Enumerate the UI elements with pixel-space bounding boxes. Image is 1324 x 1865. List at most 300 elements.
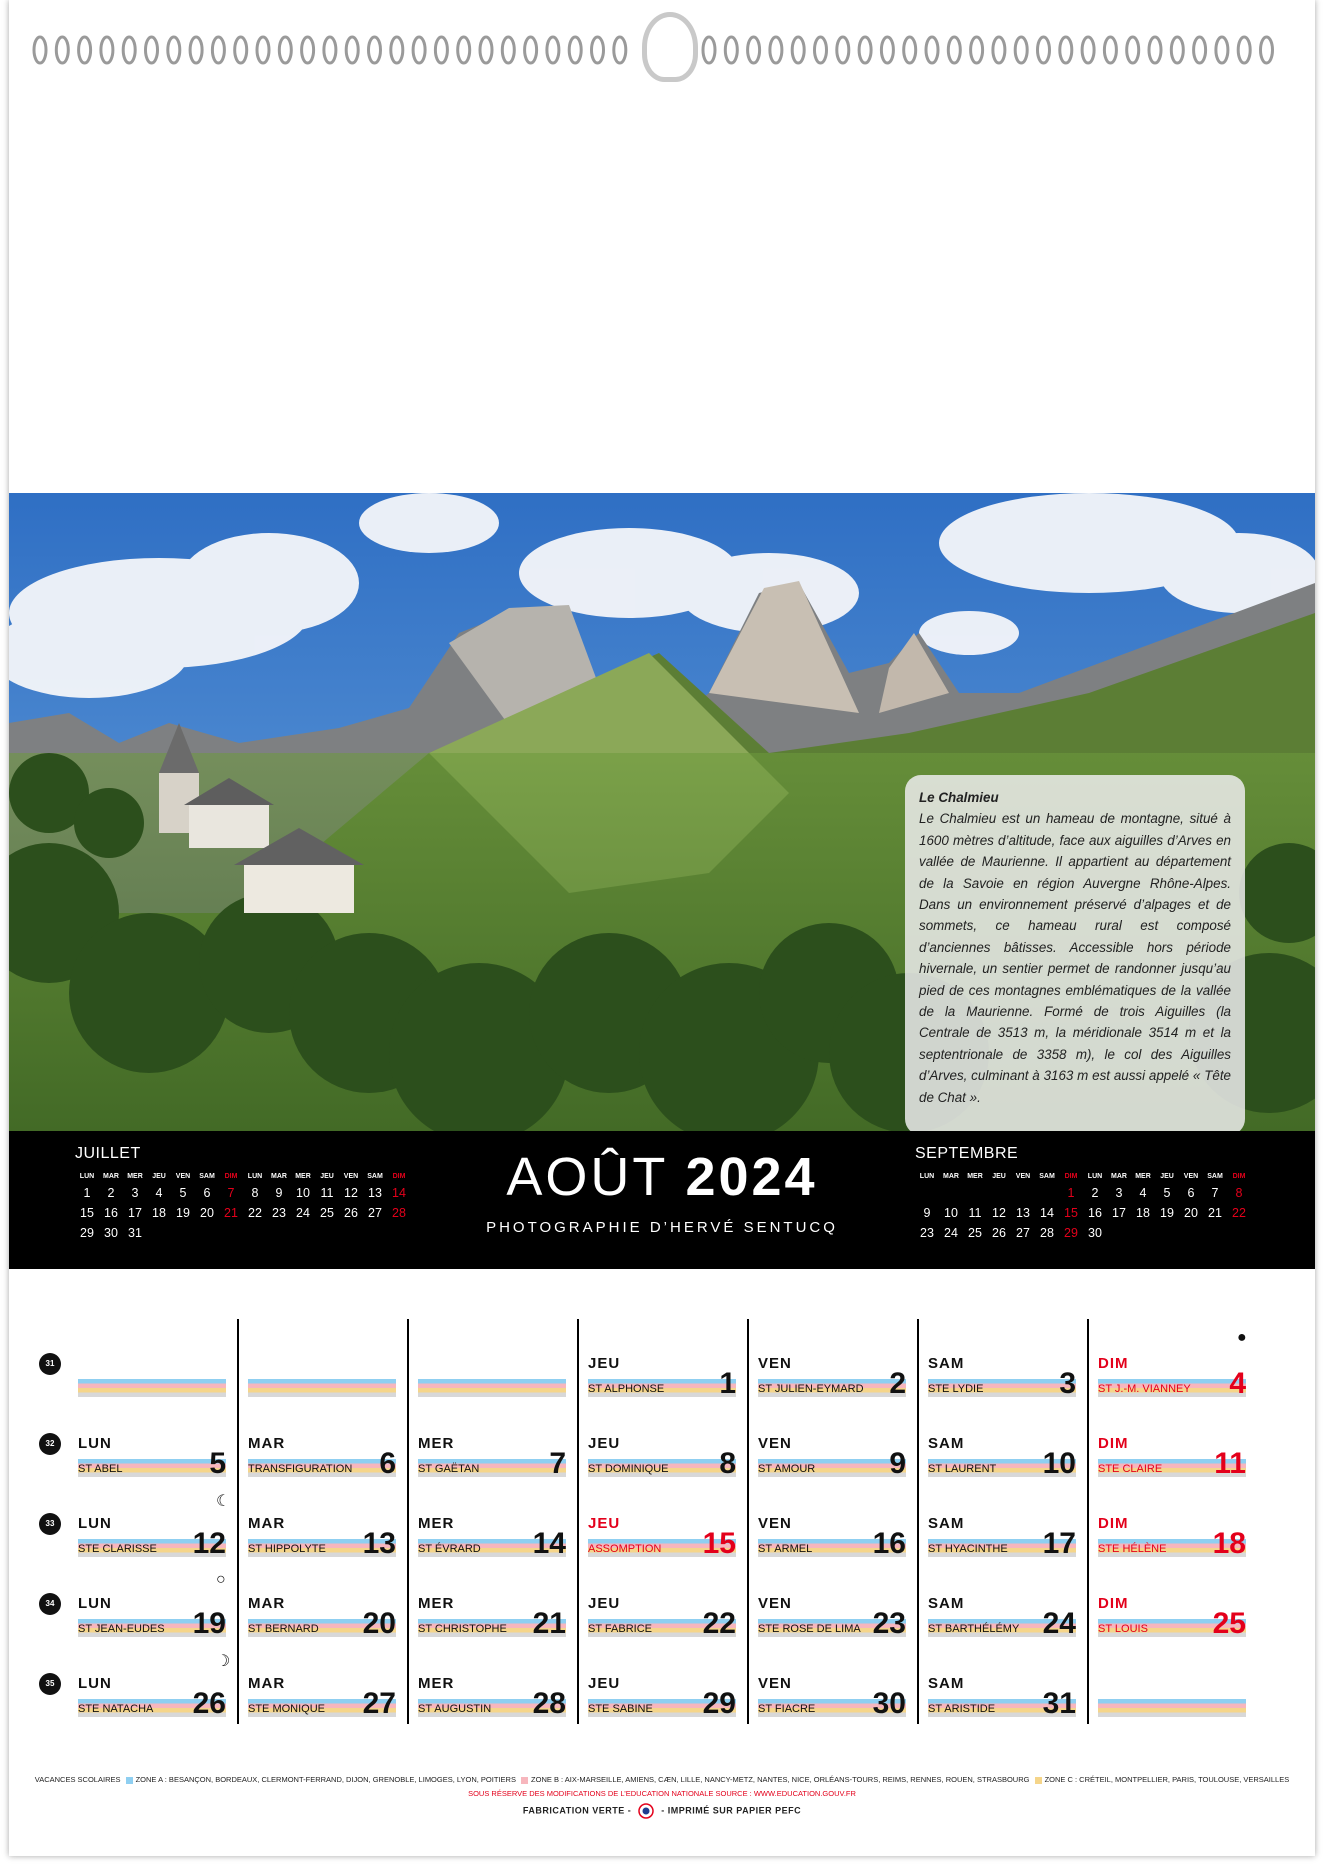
mini-day-number: 8 [1235,1186,1243,1200]
mini-day-number [987,1183,1011,1203]
day-cell [758,1673,906,1720]
weekday-name: LUN [78,1435,112,1452]
empty-day-cell [78,1353,226,1397]
spiral-ring [413,37,425,63]
spiral-ring [79,37,91,63]
mini-day-number: 13 [368,1186,382,1200]
day-cell [928,1673,1076,1720]
day-cell [588,1673,736,1720]
saint-name: STE HÉLÈNE [1098,1543,1167,1555]
next-month-name: SEPTEMBRE [915,1145,1019,1162]
spiral-ring [703,37,715,63]
day-number: 28 [532,1687,566,1720]
mini-day-number [1203,1223,1227,1243]
mini-weekday-label: VEN [1015,1172,1031,1180]
mini-day-number: 20 [1184,1206,1198,1220]
mini-day-number: 22 [248,1206,262,1220]
mini-day-number: 30 [1088,1226,1102,1240]
saint-name: ST JULIEN-EYMARD [758,1383,864,1395]
day-number: 10 [1042,1447,1076,1480]
mini-day-number: 6 [1187,1186,1195,1200]
photographer-credit: PHOTOGRAPHIE D’HERVÉ SENTUCQ [486,1219,838,1236]
day-cell [1098,1513,1246,1560]
spiral-ring [547,37,559,63]
day-number: 23 [872,1607,906,1640]
spiral-ring [815,37,827,63]
spiral-ring [1171,37,1183,63]
spiral-ring [926,37,938,63]
school-holiday-stripe [1098,1699,1246,1717]
day-number: 14 [532,1527,566,1560]
day-number: 21 [532,1607,566,1640]
mini-day-number: 20 [200,1206,214,1220]
week-number-badge: 33 [39,1513,61,1535]
weekday-name: JEU [588,1435,621,1452]
mini-day-number: 30 [104,1226,118,1240]
week-number-badge: 31 [39,1353,61,1375]
saint-name: ST LAURENT [928,1463,997,1475]
saint-name: TRANSFIGURATION [248,1463,353,1475]
school-holiday-stripe [418,1379,566,1397]
zone-a-swatch [126,1777,133,1784]
spiral-ring [324,37,336,63]
empty-day-cell [418,1353,566,1397]
mini-day-number: 12 [992,1206,1006,1220]
saint-name: ST JEAN-EUDES [78,1623,165,1635]
school-holidays-row [0,1775,1324,1784]
mini-day-number: 2 [107,1186,115,1200]
spiral-ring [725,37,737,63]
mini-day-number: 15 [1064,1206,1078,1220]
mini-weekday-label: VEN [1183,1172,1199,1180]
month-grid [9,1269,1315,1720]
weekday-name: SAM [928,1675,965,1692]
weekday-name: MER [418,1435,455,1452]
footer [0,1775,1324,1824]
saint-name: STE LYDIE [928,1383,984,1395]
mini-day-number: 4 [1139,1186,1147,1200]
next-month-calendar [915,1145,1251,1243]
mini-weekday-label: LUN [247,1172,263,1180]
mini-day-number: 3 [131,1186,139,1200]
mini-day-number: 18 [1136,1206,1150,1220]
mini-weekday-label: SAM [1207,1172,1223,1180]
mini-day-number: 13 [1016,1206,1030,1220]
saint-name: ST ALPHONSE [588,1383,665,1395]
spiral-ring [1015,37,1027,63]
school-holiday-stripe [78,1379,226,1397]
mini-weekday-label: MER [127,1172,143,1180]
mini-weekday-label: MAR [943,1172,959,1180]
mini-day-number [963,1183,987,1203]
spiral-ring [859,37,871,63]
mini-weekday-label: SAM [1039,1172,1055,1180]
day-number: 15 [702,1527,736,1560]
zone-c-text: ZONE C : CRÉTEIL, MONTPELLIER, PARIS, TOULOUSE, VERSAILLES [1044,1775,1290,1784]
weekday-name: SAM [928,1595,965,1612]
mini-day-number: 10 [944,1206,958,1220]
mini-day-number: 9 [923,1206,931,1220]
spiral-ring [792,37,804,63]
saint-name: ST AUGUSTIN [418,1703,492,1715]
spiral-ring [1060,37,1072,63]
empty-day-cell [1098,1673,1246,1717]
mini-day-number: 25 [968,1226,982,1240]
mini-day-number: 23 [272,1206,286,1220]
saint-name: STE CLAIRE [1098,1463,1163,1475]
mini-weekday-label: LUN [919,1172,935,1180]
day-number: 13 [362,1527,396,1560]
week-number-badge: 32 [39,1433,61,1455]
mini-day-number: 6 [203,1186,211,1200]
photo-caption [905,775,1245,1135]
weekday-name: JEU [588,1675,621,1692]
weekday-name: VEN [758,1515,792,1532]
mini-day-number: 10 [296,1186,310,1200]
mini-day-number: 29 [80,1226,94,1240]
mini-day-number: 26 [344,1206,358,1220]
mini-weekday-label: JEU [992,1172,1006,1180]
mini-day-number: 11 [320,1186,334,1200]
day-cell [78,1593,226,1640]
prev-month-name: JUILLET [75,1145,141,1162]
school-holiday-stripe [248,1379,396,1397]
fabrication-text: FABRICATION VERTE - [522,1805,632,1816]
weekday-name: MAR [248,1595,286,1612]
mini-day-number: 16 [1088,1206,1102,1220]
day-number: 5 [209,1447,226,1480]
mini-day-number: 5 [1163,1186,1171,1200]
moon-phase-icon: ○ [216,1571,226,1588]
mini-day-number: 21 [1208,1206,1222,1220]
day-number: 26 [192,1687,226,1720]
spiral-ring [592,37,604,63]
mini-day-number: 3 [1115,1186,1123,1200]
weekday-name: SAM [928,1515,965,1532]
spiral-ring [881,37,893,63]
spiral-ring [369,37,381,63]
spiral-ring [302,37,314,63]
mini-weekday-label: VEN [343,1172,359,1180]
weekday-name: LUN [78,1595,112,1612]
mini-day-number: 28 [392,1206,406,1220]
saint-name: STE NATACHA [78,1703,154,1715]
day-number: 16 [872,1527,906,1560]
weekday-name: SAM [928,1355,965,1372]
day-number: 11 [1214,1447,1246,1480]
mini-day-number: 21 [224,1206,238,1220]
moon-phase-icon: ☾ [216,1493,231,1510]
mini-weekday-label: JEU [152,1172,166,1180]
spiral-ring [993,37,1005,63]
saint-name: ST BARTHÉLÉMY [928,1623,1020,1635]
day-number: 29 [702,1687,736,1720]
day-number: 4 [1229,1367,1246,1400]
mini-day-number: 1 [1067,1186,1075,1200]
saint-name: ST AMOUR [758,1463,816,1475]
mini-day-number [1011,1183,1035,1203]
zone-b-text: ZONE B : AIX-MARSEILLE, AMIENS, CÆN, LILLE, NANCY-METZ, NANTES, NICE, ORLÉANS-TOURS, REIMS, RENNES, ROUEN, STRASBOURG [531,1775,1030,1784]
day-number: 30 [872,1687,906,1720]
week-number-badge: 35 [39,1673,61,1695]
day-cell [248,1673,396,1720]
month-header-band [9,1131,1315,1269]
day-cell [928,1513,1076,1560]
mini-day-number [1035,1183,1059,1203]
day-cell [248,1513,396,1560]
mini-weekday-label: MER [295,1172,311,1180]
spiral-ring [904,37,916,63]
day-cell [758,1433,906,1480]
mini-day-number: 17 [128,1206,142,1220]
weekday-name: MAR [248,1515,286,1532]
mini-day-number: 1 [83,1186,91,1200]
day-number: 18 [1212,1527,1246,1560]
moon-phase-icon: ☽ [216,1653,231,1670]
mini-weekday-label: SAM [199,1172,215,1180]
mini-weekday-label: JEU [1160,1172,1174,1180]
spiral-ring [1149,37,1161,63]
spiral-ring [948,37,960,63]
spiral-ring [770,37,782,63]
mini-weekday-label: VEN [175,1172,191,1180]
zone-c-swatch [1035,1777,1042,1784]
fabrique-en-france-logo-icon [638,1803,654,1819]
day-cell [78,1433,226,1480]
spiral-ring [34,37,46,63]
spiral-ring [391,37,403,63]
mini-weekday-label: MER [967,1172,983,1180]
caption-text: Le Chalmieu est un hameau de montagne, situé à 1600 mètres d’altitude, face aux aiguilles d’Arves en vallée de Maurienne. Il appartient au département de la Savoie en région Auvergne Rhône-Alpes. Dans un environnement préservé d’alpages et de sommets, ce hameau rural est composé d’anciennes bâtisses. Accessible hors période hivernale, un sentier permet de randonner jusqu’au pied de ces montagnes emblématiques de la vallée de la Maurienne. Formé de trois Aiguilles (la Centrale de 3513 m, la méridionale 3514 m et la septentrionale de 3358 m), le col des Aiguilles d’Arves, culminant à 3163 m est aussi appelé « Tête de Chat ». [919,811,1231,1105]
day-cell [928,1433,1076,1480]
day-cell [758,1513,906,1560]
saint-name: ST BERNARD [248,1623,319,1635]
mini-day-number: 14 [392,1186,406,1200]
mini-day-number: 29 [1064,1226,1078,1240]
hanger-hook [642,12,698,82]
mini-weekday-label: DIM [1232,1172,1246,1180]
weekday-name: MAR [248,1435,286,1452]
spiral-ring [1238,37,1250,63]
mini-day-number: 15 [80,1206,94,1220]
mini-weekday-label: LUN [1087,1172,1103,1180]
weekday-name: DIM [1098,1515,1129,1532]
mini-weekday-label: DIM [224,1172,238,1180]
spiral-ring [614,37,626,63]
mini-day-number: 24 [296,1206,310,1220]
day-cell [1098,1593,1246,1640]
caption-title: Le Chalmieu [919,790,999,805]
spiral-ring [168,37,180,63]
saint-name: STE CLARISSE [78,1543,157,1555]
column-divider [237,1319,239,1724]
spiral-ring [279,37,291,63]
day-number: 2 [889,1367,906,1400]
mini-day-number [1107,1223,1131,1243]
day-cell [248,1433,396,1480]
month-year: 2024 [685,1147,818,1207]
day-cell [758,1353,906,1400]
imprime-text: - IMPRIMÉ SUR PAPIER PEFC [661,1805,802,1816]
day-number: 9 [889,1447,906,1480]
day-cell [418,1433,566,1480]
saint-name: STE SABINE [588,1703,653,1715]
saint-name: ST ABEL [78,1463,123,1475]
mini-day-number [1155,1223,1179,1243]
day-cell [928,1353,1076,1400]
spiral-ring [1082,37,1094,63]
day-cell [418,1513,566,1560]
day-cell [418,1673,566,1720]
spiral-ring [190,37,202,63]
spiral-ring [235,37,247,63]
mini-day-number: 25 [320,1206,334,1220]
day-cell [928,1593,1076,1640]
mini-weekday-label: MAR [271,1172,287,1180]
weekday-name: JEU [588,1515,621,1532]
source-notice: SOUS RÉSERVE DES MODIFICATIONS DE L’EDUCATION NATIONALE SOURCE : WWW.EDUCATION.GOUV.FR [468,1789,856,1798]
saint-name: ST FIACRE [758,1703,816,1715]
day-number: 8 [719,1447,736,1480]
column-divider [747,1319,749,1724]
mini-day-number: 27 [368,1206,382,1220]
day-number: 24 [1042,1607,1076,1640]
mini-day-number [1179,1223,1203,1243]
spiral-ring [346,37,358,63]
mini-weekday-label: MER [1135,1172,1151,1180]
moon-phase-icon: ● [1237,1329,1247,1346]
mini-day-number: 19 [1160,1206,1174,1220]
mini-weekday-label: MAR [103,1172,119,1180]
day-cell [418,1593,566,1640]
day-cell [588,1353,736,1400]
saint-name: ST ARMEL [758,1543,813,1555]
mini-day-number: 7 [227,1186,235,1200]
next-month-table [915,1169,1251,1243]
weekday-name: DIM [1098,1595,1129,1612]
mini-day-number: 27 [1016,1226,1030,1240]
spiral-ring [458,37,470,63]
saint-name: STE MONIQUE [248,1703,326,1715]
day-number: 7 [549,1447,566,1480]
mini-day-number: 9 [275,1186,283,1200]
spiral-ring [56,37,68,63]
spiral-ring [502,37,514,63]
week-number-badge: 34 [39,1593,61,1615]
weekday-name: MER [418,1515,455,1532]
spiral-ring [101,37,113,63]
mini-day-number: 26 [992,1226,1006,1240]
weekday-name: VEN [758,1355,792,1372]
mini-weekday-label: SAM [367,1172,383,1180]
mini-day-number: 2 [1091,1186,1099,1200]
spiral-ring [435,37,447,63]
day-cell [78,1673,226,1720]
day-cell [1098,1433,1246,1480]
spiral-ring [257,37,269,63]
day-number: 1 [719,1367,736,1400]
column-divider [577,1319,579,1724]
day-cell [1098,1353,1246,1400]
day-cell [248,1593,396,1640]
day-number: 12 [192,1527,226,1560]
column-divider [407,1319,409,1724]
spiral-ring [480,37,492,63]
mini-day-number: 18 [152,1206,166,1220]
mini-day-number: 28 [1040,1226,1054,1240]
month-name: AOÛT [506,1147,668,1207]
weekday-name: VEN [758,1595,792,1612]
mini-weekday-label: MAR [1111,1172,1127,1180]
spiral-ring [1038,37,1050,63]
mini-day-number: 17 [1112,1206,1126,1220]
spiral-ring [1194,37,1206,63]
mini-day-number [939,1183,963,1203]
weekday-name: JEU [588,1595,621,1612]
weekday-name: JEU [588,1355,621,1372]
weekday-name: MER [418,1595,455,1612]
weekday-name: DIM [1098,1355,1129,1372]
day-number: 31 [1042,1687,1076,1720]
mini-day-number: 19 [176,1206,190,1220]
saint-name: ST HIPPOLYTE [248,1543,326,1555]
day-number: 19 [192,1607,226,1640]
day-number: 3 [1059,1367,1076,1400]
spiral-ring [837,37,849,63]
spiral-ring [525,37,537,63]
saint-name: STE ROSE DE LIMA [758,1623,861,1635]
spiral-ring [569,37,581,63]
mini-day-number: 12 [344,1186,358,1200]
mini-weekday-label: DIM [392,1172,406,1180]
zone-b-swatch [521,1777,528,1784]
saint-name: ST ÉVRARD [418,1543,481,1555]
mini-day-number: 7 [1211,1186,1219,1200]
mini-day-number: 14 [1040,1206,1054,1220]
weekday-name: SAM [928,1435,965,1452]
school-holidays-label: VACANCES SCOLAIRES [34,1775,121,1784]
spiral-ring [123,37,135,63]
mini-day-number: 24 [944,1226,958,1240]
day-cell [758,1593,906,1640]
saint-name: ST CHRISTOPHE [418,1623,507,1635]
mini-day-number: 31 [128,1226,142,1240]
saint-name: ST GAËTAN [418,1463,480,1475]
mini-day-number: 8 [251,1186,259,1200]
mini-day-number: 11 [968,1206,982,1220]
fabrication-row [0,1803,1324,1819]
saint-name: ST J.-M. VIANNEY [1098,1383,1191,1395]
mini-weekday-label: JEU [320,1172,334,1180]
saint-name: ST FABRICE [588,1623,652,1635]
saint-name: ST ARISTIDE [928,1703,996,1715]
saint-name: ST DOMINIQUE [588,1463,669,1475]
spiral-ring [971,37,983,63]
day-number: 27 [362,1687,396,1720]
spiral-ring [212,37,224,63]
mini-day-number: 23 [920,1226,934,1240]
saint-name: ST LOUIS [1098,1623,1148,1635]
weekday-name: MER [418,1675,455,1692]
day-cell [588,1593,736,1640]
column-divider [1087,1319,1089,1724]
weekday-name: MAR [248,1675,286,1692]
weekday-name: LUN [78,1675,112,1692]
day-cell [588,1433,736,1480]
weekday-name: VEN [758,1435,792,1452]
saint-name: ST HYACINTHE [928,1543,1008,1555]
day-number: 25 [1212,1607,1246,1640]
